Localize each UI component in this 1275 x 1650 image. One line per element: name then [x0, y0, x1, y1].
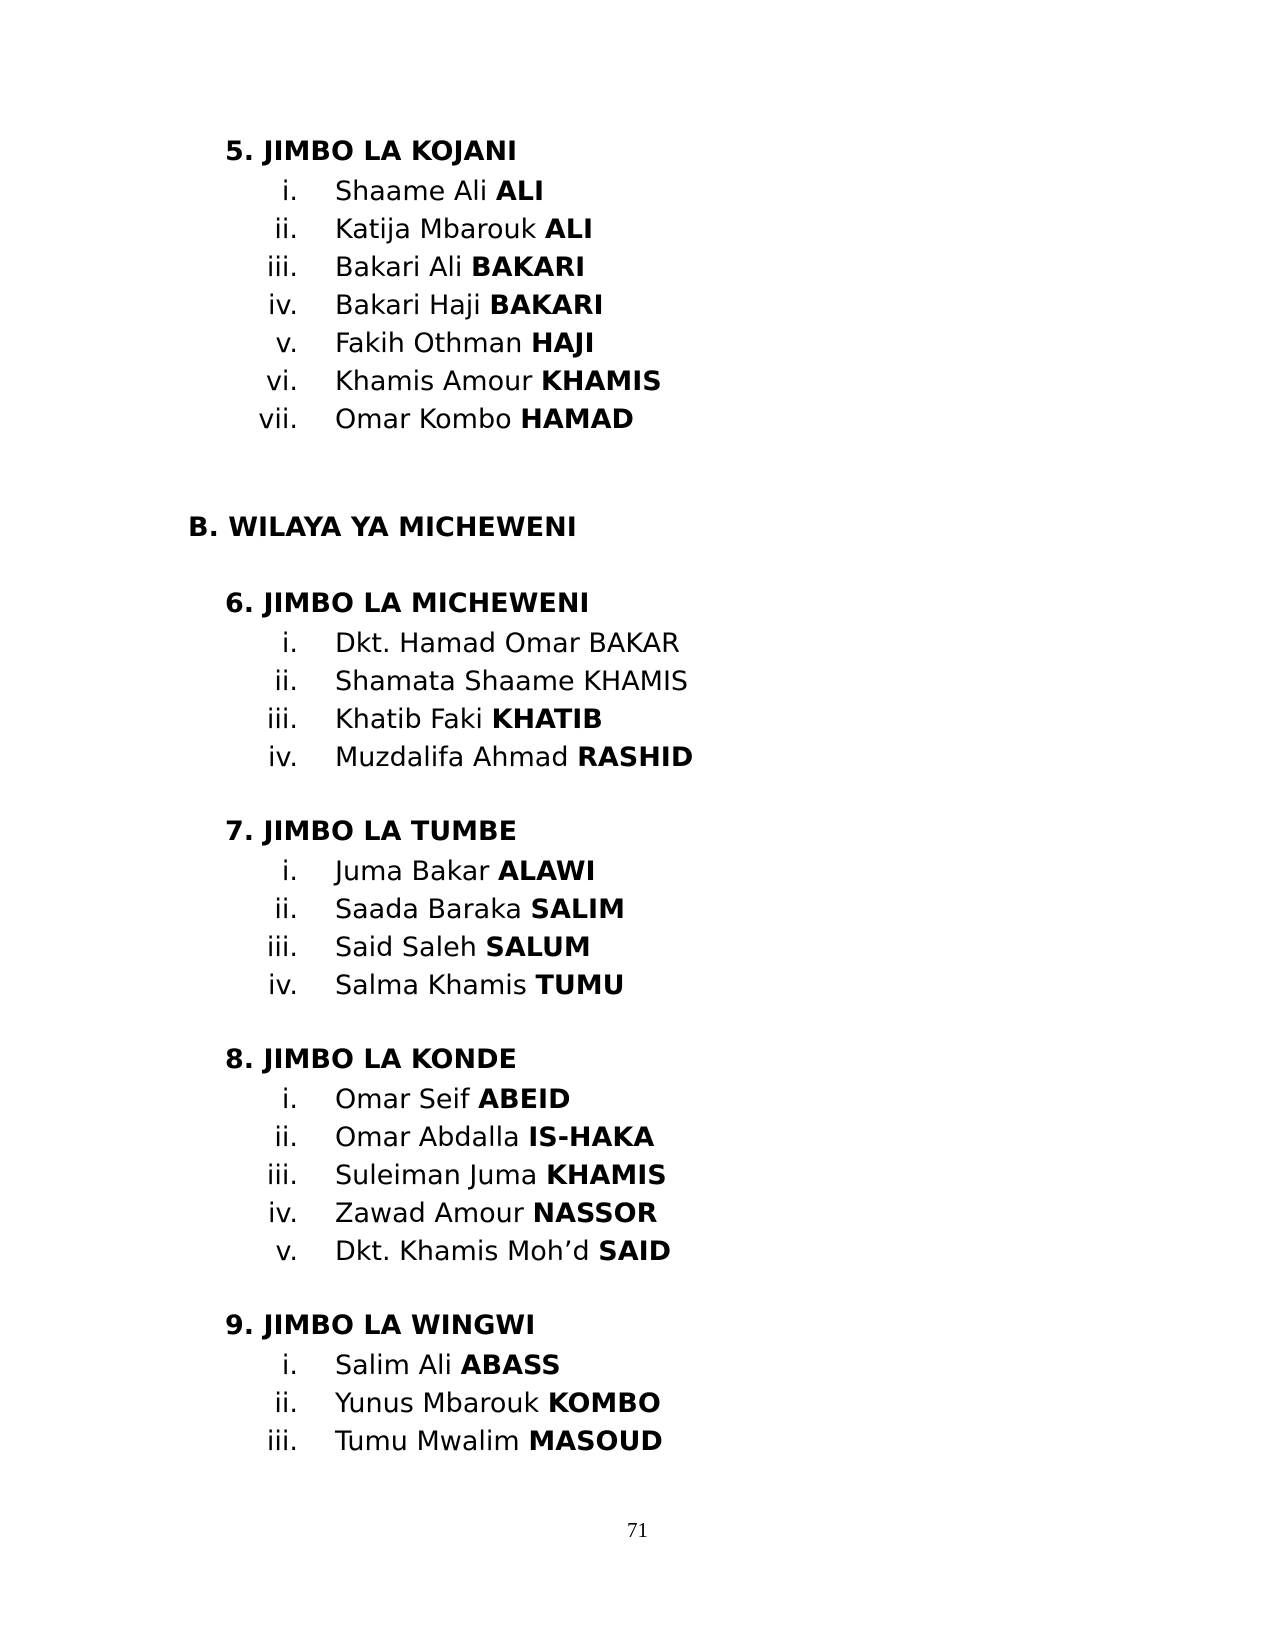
item-surname: ALI	[495, 175, 545, 207]
item-numeral: i.	[281, 1083, 298, 1115]
item-numeral: ii.	[274, 1121, 298, 1153]
item-name: Fakih Othman	[335, 327, 523, 359]
list-item	[225, 1384, 663, 1422]
list-item	[225, 362, 662, 400]
item-numeral: iv.	[268, 1197, 298, 1229]
jimbo-title: 9. JIMBO LA WINGWI	[225, 1310, 536, 1341]
page-number: 71	[627, 1518, 648, 1542]
list-item	[225, 966, 625, 1004]
jimbo-wingwi-section	[225, 1308, 663, 1460]
list-item	[225, 1194, 671, 1232]
list-item	[225, 1422, 663, 1460]
item-name: Khamis Amour	[335, 365, 533, 397]
item-name: Dkt. Khamis Moh’d	[335, 1235, 590, 1267]
item-surname: ALAWI	[497, 855, 596, 887]
list-item	[225, 286, 662, 324]
item-name: Shamata Shaame KHAMIS	[335, 665, 689, 697]
section-heading: B. WILAYA YA MICHEWENI	[188, 512, 577, 543]
item-numeral: i.	[281, 175, 298, 207]
item-name: Shaame Ali	[335, 175, 488, 207]
item-surname: NASSOR	[532, 1197, 658, 1229]
item-name: Zawad Amour	[335, 1197, 524, 1229]
item-name: Omar Kombo	[335, 403, 512, 435]
item-name: Muzdalifa Ahmad	[335, 741, 569, 773]
item-name: Bakari Ali	[335, 251, 463, 283]
item-surname: BAKARI	[471, 251, 586, 283]
jimbo-title: 5. JIMBO LA KOJANI	[225, 136, 518, 167]
list-item	[225, 662, 693, 700]
jimbo-konde-section	[225, 1042, 671, 1270]
list-item	[225, 700, 693, 738]
item-numeral: ii.	[274, 1387, 298, 1419]
item-numeral: ii.	[274, 213, 298, 245]
jimbo-title: 6. JIMBO LA MICHEWENI	[225, 588, 590, 619]
item-numeral: iii.	[266, 251, 298, 283]
list-item	[225, 1346, 663, 1384]
list-item	[225, 210, 662, 248]
jimbo-tumbe-section	[225, 814, 625, 1004]
item-surname: IS-HAKA	[528, 1121, 655, 1153]
list-item	[225, 928, 625, 966]
item-name: Yunus Mbarouk	[335, 1387, 540, 1419]
list-item	[225, 324, 662, 362]
jimbo-title: 8. JIMBO LA KONDE	[225, 1044, 517, 1075]
item-numeral: v.	[275, 327, 298, 359]
item-numeral: i.	[281, 1349, 298, 1381]
item-numeral: iv.	[268, 741, 298, 773]
item-numeral: ii.	[274, 665, 298, 697]
item-surname: TUMU	[535, 969, 625, 1001]
list-item	[225, 172, 662, 210]
list-item	[225, 400, 662, 438]
item-surname: KHATIB	[491, 703, 603, 735]
item-surname: HAJI	[530, 327, 595, 359]
item-surname: SALUM	[485, 931, 591, 963]
item-name: Tumu Mwalim	[335, 1425, 520, 1457]
item-numeral: iii.	[266, 1425, 298, 1457]
item-name: Omar Abdalla	[335, 1121, 520, 1153]
item-name: Katija Mbarouk	[335, 213, 537, 245]
item-surname: ABASS	[460, 1349, 561, 1381]
item-surname: BAKARI	[489, 289, 604, 321]
item-surname: ALI	[544, 213, 593, 245]
item-numeral: iv.	[268, 289, 298, 321]
item-numeral: vii.	[258, 403, 298, 435]
item-numeral: iv.	[268, 969, 298, 1001]
item-name: Salim Ali	[335, 1349, 453, 1381]
list-item	[225, 248, 662, 286]
item-name: Suleiman Juma	[335, 1159, 538, 1191]
item-name: Juma Bakar	[335, 855, 490, 887]
list-item	[225, 1232, 671, 1270]
list-item	[225, 738, 693, 776]
list-item	[225, 1118, 671, 1156]
item-numeral: iii.	[266, 931, 298, 963]
list-item	[225, 890, 625, 928]
item-name: Salma Khamis	[335, 969, 527, 1001]
item-numeral: i.	[281, 627, 298, 659]
jimbo-title: 7. JIMBO LA TUMBE	[225, 816, 518, 847]
item-surname: RASHID	[577, 741, 694, 773]
item-numeral: vi.	[265, 365, 298, 397]
item-surname: HAMAD	[520, 403, 634, 435]
item-name: Saada Baraka	[335, 893, 522, 925]
list-item	[225, 624, 693, 662]
item-name: Said Saleh	[335, 931, 477, 963]
item-surname: KHAMIS	[540, 365, 662, 397]
item-surname: SAID	[598, 1235, 672, 1267]
item-numeral: i.	[281, 855, 298, 887]
list-item	[225, 852, 625, 890]
item-numeral: iii.	[266, 1159, 298, 1191]
jimbo-kojani-section	[225, 134, 662, 438]
jimbo-micheweni-section	[225, 586, 693, 776]
item-numeral: iii.	[266, 703, 298, 735]
item-surname: ABEID	[478, 1083, 571, 1115]
item-name: Dkt. Hamad Omar BAKAR	[335, 627, 680, 659]
item-name: Khatib Faki	[335, 703, 483, 735]
list-item	[225, 1156, 671, 1194]
item-surname: SALIM	[530, 893, 625, 925]
item-numeral: v.	[275, 1235, 298, 1267]
item-numeral: ii.	[274, 893, 298, 925]
item-surname: MASOUD	[528, 1425, 663, 1457]
item-surname: KHAMIS	[545, 1159, 667, 1191]
item-name: Omar Seif	[335, 1083, 470, 1115]
item-surname: KOMBO	[547, 1387, 661, 1419]
item-name: Bakari Haji	[335, 289, 481, 321]
list-item	[225, 1080, 671, 1118]
